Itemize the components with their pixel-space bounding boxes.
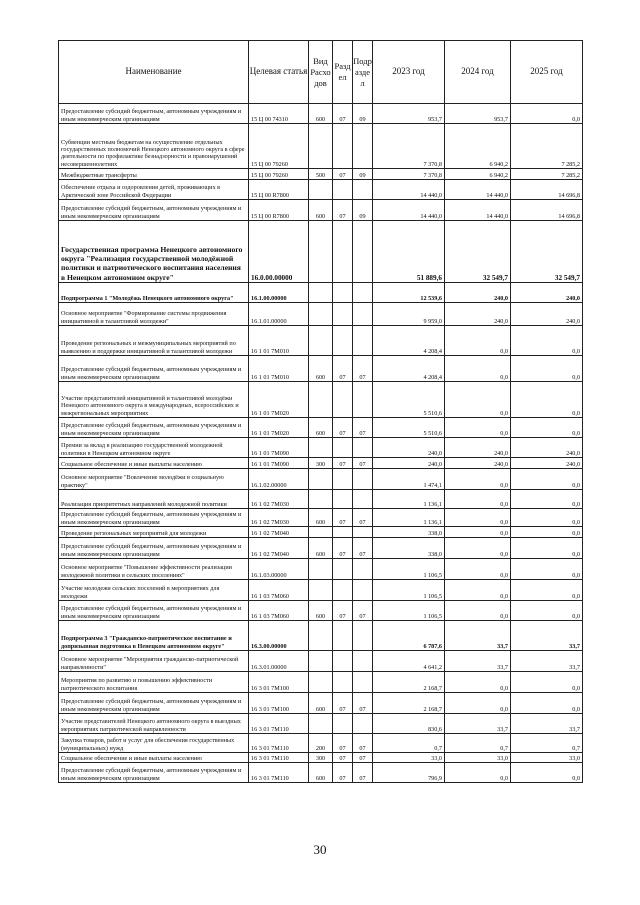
cell-2023: 4 641,2 xyxy=(373,651,445,672)
cell-section xyxy=(333,283,353,303)
cell-target-article: 16 1 01 7М020 xyxy=(249,418,309,438)
table-row xyxy=(59,221,583,283)
cell-2025: 0,0 xyxy=(511,326,583,356)
cell-2024: 240,0 xyxy=(445,283,511,303)
cell-2025: 0,0 xyxy=(511,509,583,527)
cell-expense-type xyxy=(309,283,333,303)
cell-2024: 0,0 xyxy=(445,490,511,509)
table-row xyxy=(59,714,583,734)
table-row xyxy=(59,169,583,180)
cell-2025: 14 696,8 xyxy=(511,200,583,221)
cell-name: Основное мероприятие "Формирование системы продвижения инициативной и талантливой молодежи" xyxy=(59,303,249,326)
cell-name: Участие представителей инициативной и талантливой молодёжи Ненецкого автономного округа в международных, всероссийских и межрегиональных мероприятиях xyxy=(59,382,249,418)
cell-2024: 240,0 xyxy=(445,303,511,326)
cell-subsection: 07 xyxy=(353,509,373,527)
cell-target-article: 16 1 02 7М030 xyxy=(249,509,309,527)
table-row xyxy=(59,693,583,714)
cell-2024: 14 440,0 xyxy=(445,200,511,221)
cell-expense-type xyxy=(309,672,333,693)
table-row xyxy=(59,651,583,672)
cell-target-article: 16 1 01 7М010 xyxy=(249,356,309,382)
cell-expense-type: 600 xyxy=(309,356,333,382)
header-2023: 2023 год xyxy=(373,41,445,104)
cell-expense-type xyxy=(309,580,333,601)
table-row xyxy=(59,303,583,326)
cell-target-article: 16 1 02 7М040 xyxy=(249,527,309,538)
cell-subsection xyxy=(353,180,373,200)
cell-2023: 12 539,6 xyxy=(373,283,445,303)
cell-section xyxy=(333,469,353,490)
cell-2024: 14 440,0 xyxy=(445,180,511,200)
cell-expense-type xyxy=(309,221,333,283)
cell-2024: 0,0 xyxy=(445,469,511,490)
cell-name: Социальное обеспечение и иные выплаты населению xyxy=(59,458,249,469)
table-row xyxy=(59,559,583,580)
cell-2024: 240,0 xyxy=(445,458,511,469)
cell-subsection: 07 xyxy=(353,601,373,621)
cell-2025: 14 696,8 xyxy=(511,180,583,200)
cell-2025: 0,0 xyxy=(511,538,583,559)
cell-2025: 0,0 xyxy=(511,104,583,124)
table-body xyxy=(59,104,583,783)
table-row xyxy=(59,180,583,200)
cell-name: Основное мероприятие "Повышение эффективности реализации молодежной политики в сельских поселениях" xyxy=(59,559,249,580)
cell-2024: 33,7 xyxy=(445,714,511,734)
cell-2025: 0,0 xyxy=(511,601,583,621)
cell-2025: 0,0 xyxy=(511,672,583,693)
cell-target-article: 16.3.00.00000 xyxy=(249,621,309,651)
table-row xyxy=(59,418,583,438)
cell-target-article: 16.3.01.00000 xyxy=(249,651,309,672)
cell-2024: 6 940,2 xyxy=(445,124,511,169)
cell-2023: 796,9 xyxy=(373,763,445,783)
table-row xyxy=(59,458,583,469)
cell-target-article: 16 3 01 7М110 xyxy=(249,763,309,783)
cell-2024: 0,0 xyxy=(445,509,511,527)
cell-2025: 0,0 xyxy=(511,580,583,601)
cell-name: Основное мероприятие "Мероприятия гражданско-патриотической направленности" xyxy=(59,651,249,672)
cell-2024: 953,7 xyxy=(445,104,511,124)
cell-name: Предоставление субсидий бюджетным, автономным учреждениям и иным некоммерческим организациям xyxy=(59,509,249,527)
cell-expense-type xyxy=(309,621,333,651)
cell-expense-type xyxy=(309,651,333,672)
cell-expense-type: 600 xyxy=(309,763,333,783)
cell-2025: 33,0 xyxy=(511,753,583,763)
cell-section: 07 xyxy=(333,200,353,221)
budget-table xyxy=(58,40,583,783)
cell-2023: 953,7 xyxy=(373,104,445,124)
cell-2024: 32 549,7 xyxy=(445,221,511,283)
cell-expense-type: 200 xyxy=(309,734,333,753)
cell-section: 07 xyxy=(333,509,353,527)
cell-2025: 0,0 xyxy=(511,693,583,714)
cell-2025: 33,7 xyxy=(511,621,583,651)
cell-2023: 338,0 xyxy=(373,538,445,559)
cell-2024: 0,0 xyxy=(445,538,511,559)
cell-target-article: 16.1.03.00000 xyxy=(249,559,309,580)
cell-2025: 0,7 xyxy=(511,734,583,753)
cell-target-article: 16.1.02.00000 xyxy=(249,469,309,490)
cell-section: 07 xyxy=(333,458,353,469)
cell-section xyxy=(333,438,353,458)
cell-section: 07 xyxy=(333,753,353,763)
cell-2023: 1 106,5 xyxy=(373,559,445,580)
cell-2025: 7 285,2 xyxy=(511,124,583,169)
cell-subsection: 07 xyxy=(353,753,373,763)
cell-target-article: 16 1 01 7М090 xyxy=(249,458,309,469)
cell-target-article: 16.0.00.00000 xyxy=(249,221,309,283)
cell-name: Реализация приоритетных направлений молодежной политики xyxy=(59,490,249,509)
cell-expense-type: 500 xyxy=(309,169,333,180)
cell-section: 07 xyxy=(333,763,353,783)
cell-2024: 0,0 xyxy=(445,580,511,601)
cell-2023: 4 208,4 xyxy=(373,356,445,382)
cell-name: Предоставление субсидий бюджетным, автономным учреждениям и иным некоммерческим организациям xyxy=(59,693,249,714)
cell-2023: 240,0 xyxy=(373,438,445,458)
cell-name: Участие представителей Ненецкого автономного округа в выездных мероприятиях патриотической направленности xyxy=(59,714,249,734)
table-row xyxy=(59,734,583,753)
cell-target-article: 15 Ц 00 79260 xyxy=(249,169,309,180)
cell-2024: 0,0 xyxy=(445,693,511,714)
cell-target-article: 16 1 01 7М010 xyxy=(249,326,309,356)
cell-2024: 0,0 xyxy=(445,559,511,580)
cell-expense-type: 300 xyxy=(309,458,333,469)
table-row xyxy=(59,283,583,303)
cell-2025: 0,0 xyxy=(511,763,583,783)
cell-2023: 338,0 xyxy=(373,527,445,538)
cell-name: Предоставление субсидий бюджетным, автономным учреждениям и иным некоммерческим организациям xyxy=(59,538,249,559)
cell-2024: 240,0 xyxy=(445,438,511,458)
cell-name: Предоставление субсидий бюджетным, автономным учреждениям и иным некоммерческим организациям xyxy=(59,200,249,221)
cell-section: 07 xyxy=(333,693,353,714)
cell-section xyxy=(333,221,353,283)
cell-expense-type: 600 xyxy=(309,200,333,221)
cell-expense-type: 600 xyxy=(309,538,333,559)
cell-2025: 240,0 xyxy=(511,303,583,326)
cell-2025: 32 549,7 xyxy=(511,221,583,283)
cell-expense-type xyxy=(309,714,333,734)
cell-2023: 6 787,6 xyxy=(373,621,445,651)
cell-subsection: 09 xyxy=(353,200,373,221)
cell-2024: 0,0 xyxy=(445,418,511,438)
cell-2025: 0,0 xyxy=(511,490,583,509)
cell-section xyxy=(333,714,353,734)
cell-expense-type xyxy=(309,559,333,580)
cell-2023: 7 370,8 xyxy=(373,169,445,180)
cell-section xyxy=(333,124,353,169)
cell-name: Проведение региональных мероприятий для молодежи xyxy=(59,527,249,538)
table-row xyxy=(59,621,583,651)
cell-subsection xyxy=(353,621,373,651)
header-subsection: Подр азде л xyxy=(353,41,373,104)
cell-expense-type xyxy=(309,438,333,458)
cell-expense-type: 600 xyxy=(309,509,333,527)
cell-section: 07 xyxy=(333,104,353,124)
cell-subsection xyxy=(353,559,373,580)
header-section: Разд ел xyxy=(333,41,353,104)
cell-2024: 0,0 xyxy=(445,672,511,693)
cell-subsection xyxy=(353,283,373,303)
cell-subsection xyxy=(353,438,373,458)
cell-expense-type: 600 xyxy=(309,104,333,124)
cell-section: 07 xyxy=(333,356,353,382)
cell-expense-type xyxy=(309,124,333,169)
cell-subsection: 07 xyxy=(353,458,373,469)
cell-2025: 0,0 xyxy=(511,418,583,438)
cell-subsection: 07 xyxy=(353,693,373,714)
cell-2024: 0,0 xyxy=(445,356,511,382)
table-row xyxy=(59,538,583,559)
cell-expense-type: 300 xyxy=(309,753,333,763)
cell-2023: 51 889,6 xyxy=(373,221,445,283)
cell-target-article: 16 3 01 7М100 xyxy=(249,693,309,714)
cell-2024: 0,0 xyxy=(445,527,511,538)
cell-section: 07 xyxy=(333,538,353,559)
cell-expense-type xyxy=(309,326,333,356)
cell-expense-type xyxy=(309,490,333,509)
cell-subsection: 07 xyxy=(353,763,373,783)
cell-2024: 0,0 xyxy=(445,763,511,783)
cell-target-article: 15 Ц 00 74310 xyxy=(249,104,309,124)
cell-2023: 1 106,5 xyxy=(373,601,445,621)
cell-expense-type xyxy=(309,303,333,326)
cell-subsection xyxy=(353,527,373,538)
cell-name: Участие молодежи сельских поселений в мероприятиях для молодежи xyxy=(59,580,249,601)
cell-section xyxy=(333,559,353,580)
cell-2025: 240,0 xyxy=(511,458,583,469)
cell-subsection xyxy=(353,714,373,734)
cell-2025: 7 285,2 xyxy=(511,169,583,180)
table-row xyxy=(59,580,583,601)
cell-target-article: 16 3 01 7М110 xyxy=(249,753,309,763)
cell-target-article: 15 Ц 00 79260 xyxy=(249,124,309,169)
cell-name: Подпрограмма 1 "Молодёжь Ненецкого автономного округа" xyxy=(59,283,249,303)
table-row xyxy=(59,672,583,693)
cell-2023: 9 959,0 xyxy=(373,303,445,326)
cell-name: Субвенции местным бюджетам на осуществление отдельных государственных полномочий Ненецкого автономного округа в сфере деятельности по профилактике безнадзорности и правонарушений несовершеннолетних xyxy=(59,124,249,169)
cell-2025: 240,0 xyxy=(511,438,583,458)
cell-section xyxy=(333,527,353,538)
table-row xyxy=(59,490,583,509)
cell-2023: 0,7 xyxy=(373,734,445,753)
cell-subsection: 09 xyxy=(353,104,373,124)
cell-subsection xyxy=(353,221,373,283)
cell-name: Предоставление субсидий бюджетным, автономным учреждениям и иным некоммерческим организациям xyxy=(59,418,249,438)
cell-target-article: 16 1 03 7М060 xyxy=(249,601,309,621)
cell-subsection: 07 xyxy=(353,734,373,753)
cell-section xyxy=(333,180,353,200)
cell-target-article: 16 1 03 7М060 xyxy=(249,580,309,601)
cell-2024: 0,0 xyxy=(445,601,511,621)
cell-section xyxy=(333,672,353,693)
table-row xyxy=(59,527,583,538)
cell-expense-type xyxy=(309,527,333,538)
cell-target-article: 16 1 02 7М040 xyxy=(249,538,309,559)
cell-target-article: 16 3 01 7М110 xyxy=(249,714,309,734)
cell-2023: 33,0 xyxy=(373,753,445,763)
table-row xyxy=(59,356,583,382)
cell-2025: 0,0 xyxy=(511,382,583,418)
cell-subsection xyxy=(353,469,373,490)
cell-section xyxy=(333,490,353,509)
cell-2024: 33,7 xyxy=(445,621,511,651)
cell-target-article: 15 Ц 00 R7800 xyxy=(249,180,309,200)
cell-section xyxy=(333,326,353,356)
cell-2024: 6 940,2 xyxy=(445,169,511,180)
cell-subsection xyxy=(353,303,373,326)
cell-expense-type xyxy=(309,382,333,418)
cell-target-article: 16 1 02 7М030 xyxy=(249,490,309,509)
header-2025: 2025 год xyxy=(511,41,583,104)
cell-target-article: 16.1.01.00000 xyxy=(249,303,309,326)
table-row xyxy=(59,104,583,124)
cell-2024: 0,0 xyxy=(445,382,511,418)
cell-name: Премии за вклад в реализацию государственной молодежной политики в Ненецком автономном округе xyxy=(59,438,249,458)
cell-expense-type: 600 xyxy=(309,418,333,438)
header-2024: 2024 год xyxy=(445,41,511,104)
cell-name: Предоставление субсидий бюджетным, автономным учреждениям и иным некоммерческим организациям xyxy=(59,356,249,382)
cell-2023: 5 510,6 xyxy=(373,382,445,418)
cell-2024: 33,7 xyxy=(445,651,511,672)
cell-name: Проведение региональных и межмуниципальных мероприятий по выявлению и поддержке инициативной и талантливой молодежи xyxy=(59,326,249,356)
cell-2023: 14 440,0 xyxy=(373,180,445,200)
cell-2023: 1 136,1 xyxy=(373,509,445,527)
cell-name: Предоставление субсидий бюджетным, автономным учреждениям и иным некоммерческим организациям xyxy=(59,763,249,783)
cell-expense-type: 600 xyxy=(309,693,333,714)
table-header-row xyxy=(59,41,583,104)
header-target-article: Целевая статья xyxy=(249,41,309,104)
cell-2024: 0,0 xyxy=(445,326,511,356)
cell-2023: 5 510,6 xyxy=(373,418,445,438)
cell-2025: 0,0 xyxy=(511,527,583,538)
cell-subsection xyxy=(353,382,373,418)
cell-name: Мероприятия по развитию и повышению эффективности патриотического воспитания xyxy=(59,672,249,693)
table-row xyxy=(59,382,583,418)
cell-2023: 2 168,7 xyxy=(373,672,445,693)
cell-name: Предоставление субсидий бюджетным, автономным учреждениям и иным некоммерческим организациям xyxy=(59,601,249,621)
cell-2023: 830,6 xyxy=(373,714,445,734)
cell-subsection: 09 xyxy=(353,169,373,180)
cell-section: 07 xyxy=(333,169,353,180)
cell-target-article: 16 3 01 7М100 xyxy=(249,672,309,693)
cell-name: Социальное обеспечение и иные выплаты населению xyxy=(59,753,249,763)
cell-expense-type: 600 xyxy=(309,601,333,621)
cell-subsection xyxy=(353,124,373,169)
cell-subsection xyxy=(353,490,373,509)
cell-name: Межбюджетные трансферты xyxy=(59,169,249,180)
cell-subsection xyxy=(353,580,373,601)
cell-2023: 2 168,7 xyxy=(373,693,445,714)
cell-target-article: 16 1 01 7М090 xyxy=(249,438,309,458)
cell-section: 07 xyxy=(333,418,353,438)
cell-section: 07 xyxy=(333,734,353,753)
cell-2025: 33,7 xyxy=(511,651,583,672)
cell-subsection xyxy=(353,651,373,672)
cell-section xyxy=(333,580,353,601)
cell-2025: 240,0 xyxy=(511,283,583,303)
cell-subsection: 07 xyxy=(353,538,373,559)
cell-subsection xyxy=(353,326,373,356)
cell-2023: 4 208,4 xyxy=(373,326,445,356)
cell-2023: 1 136,1 xyxy=(373,490,445,509)
cell-section xyxy=(333,382,353,418)
cell-2023: 14 440,0 xyxy=(373,200,445,221)
cell-section xyxy=(333,621,353,651)
table-row xyxy=(59,763,583,783)
cell-2023: 240,0 xyxy=(373,458,445,469)
cell-name: Основное мероприятие "Вовлечение молодёжи в социальную практику" xyxy=(59,469,249,490)
cell-name: Государственная программа Ненецкого автономного округа "Реализация государственной молодёжной политики и патриотического воспитания населения в Ненецком автономном округе" xyxy=(59,221,249,283)
table-row xyxy=(59,753,583,763)
cell-section xyxy=(333,651,353,672)
cell-target-article: 16.1.00.00000 xyxy=(249,283,309,303)
table-row xyxy=(59,326,583,356)
cell-subsection xyxy=(353,672,373,693)
table-row xyxy=(59,438,583,458)
budget-sheet xyxy=(58,40,582,783)
cell-expense-type xyxy=(309,180,333,200)
table-row xyxy=(59,601,583,621)
table-row xyxy=(59,124,583,169)
cell-2024: 33,0 xyxy=(445,753,511,763)
cell-section: 07 xyxy=(333,601,353,621)
header-name: Наименование xyxy=(59,41,249,104)
cell-expense-type xyxy=(309,469,333,490)
cell-2025: 33,7 xyxy=(511,714,583,734)
cell-target-article: 16 1 01 7М020 xyxy=(249,382,309,418)
cell-target-article: 15 Ц 00 R7800 xyxy=(249,200,309,221)
table-row xyxy=(59,469,583,490)
cell-subsection: 07 xyxy=(353,356,373,382)
cell-name: Закупка товаров, работ и услуг для обеспечения государственных (муниципальных) нужд xyxy=(59,734,249,753)
page-number: 30 xyxy=(313,842,327,857)
cell-2025: 0,0 xyxy=(511,559,583,580)
cell-subsection: 07 xyxy=(353,418,373,438)
cell-2023: 1 474,1 xyxy=(373,469,445,490)
header-expense-type: Вид Расхо дов xyxy=(309,41,333,104)
table-row xyxy=(59,200,583,221)
cell-2023: 1 106,5 xyxy=(373,580,445,601)
table-row xyxy=(59,509,583,527)
cell-2025: 0,0 xyxy=(511,356,583,382)
cell-2023: 7 370,8 xyxy=(373,124,445,169)
cell-target-article: 16 3 01 7М110 xyxy=(249,734,309,753)
cell-section xyxy=(333,303,353,326)
cell-2025: 0,0 xyxy=(511,469,583,490)
cell-name: Обеспечение отдыха и оздоровления детей, проживающих в Арктической зоне Российской Федерации xyxy=(59,180,249,200)
cell-name: Предоставление субсидий бюджетным, автономным учреждениям и иным некоммерческим организациям xyxy=(59,104,249,124)
cell-name: Подпрограмма 3 "Гражданско-патриотическое воспитание и допризывная подготовка в Ненецком автономном округе" xyxy=(59,621,249,651)
cell-2024: 0,7 xyxy=(445,734,511,753)
